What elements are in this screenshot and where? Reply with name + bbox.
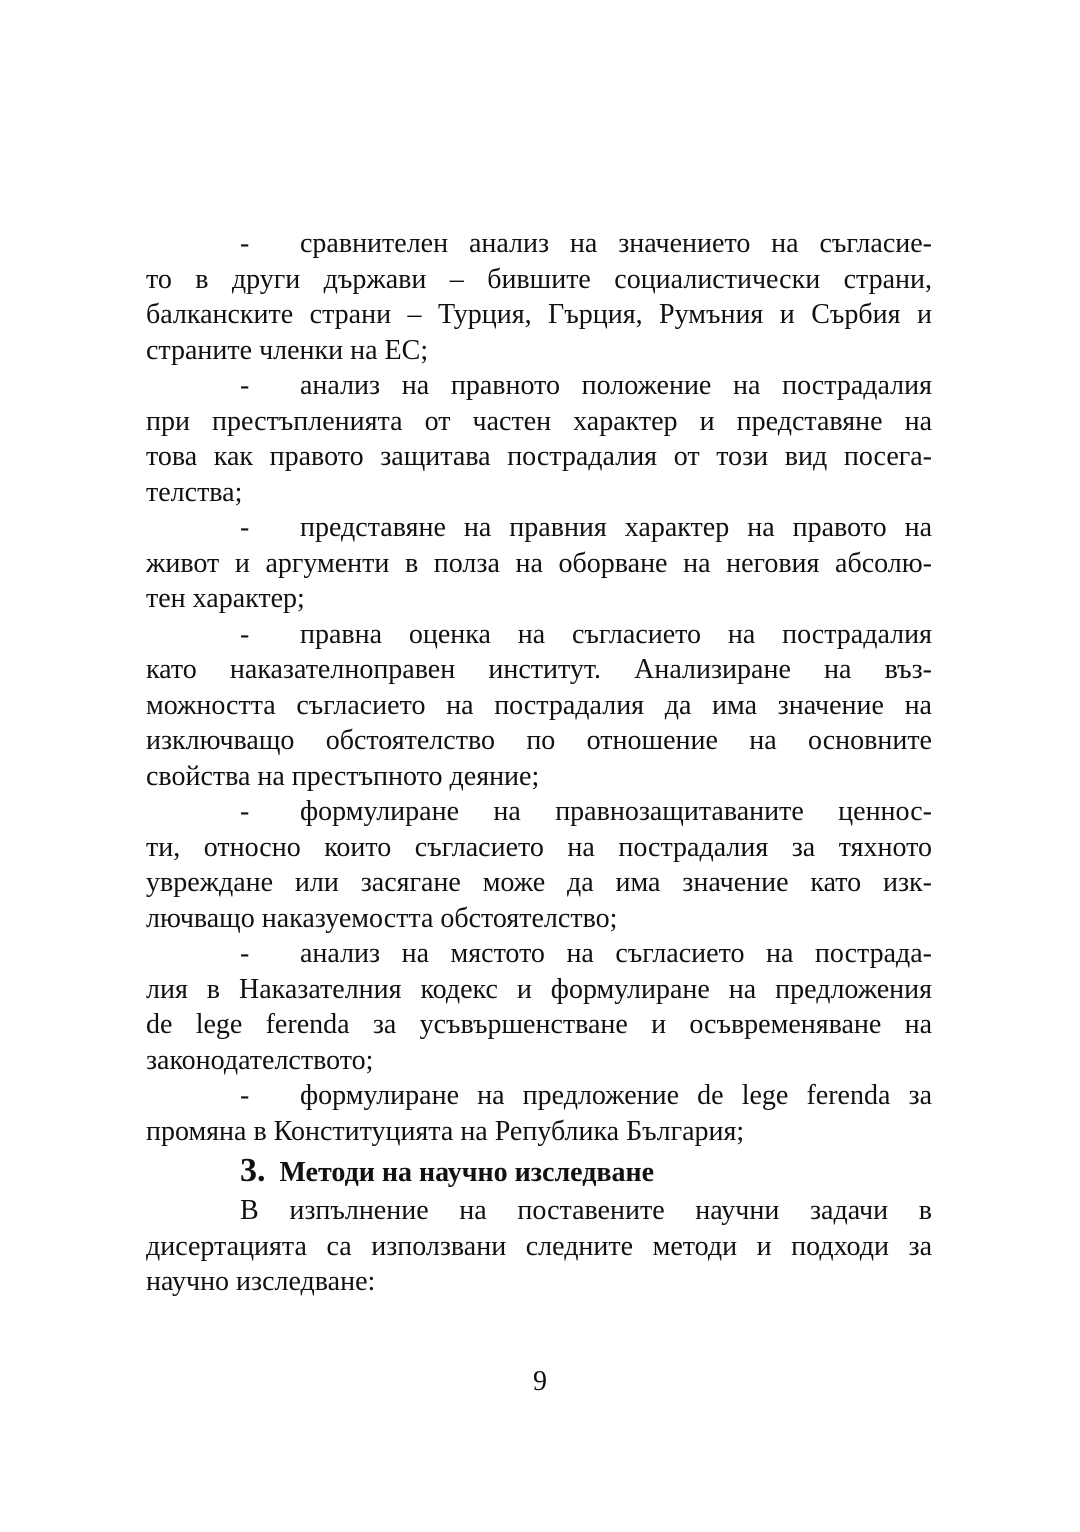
- line-text: дисертацията са използвани следните методи и подходи за: [146, 1230, 932, 1262]
- list-dash: -: [240, 1080, 250, 1111]
- line-text: живот и аргументи в полза на оборване на неговия абсолю-: [146, 547, 932, 579]
- list-item: [146, 226, 932, 368]
- list-item-first-line: [146, 510, 932, 546]
- list-item-first-line: [146, 936, 932, 972]
- line-text: страните членки на ЕС;: [146, 334, 429, 366]
- line-text: балканските страни – Турция, Гърция, Румъния и Сърбия и: [146, 299, 932, 330]
- line-text: увреждане или засягане може да има значение като изк-: [146, 867, 932, 898]
- line-text: то в други държави – бившите социалистически страни,: [146, 263, 932, 295]
- line-text: формулиране на правнозащитаваните ценнос-: [300, 796, 932, 827]
- line-text: телства;: [146, 476, 243, 508]
- list-dash: -: [240, 938, 250, 969]
- line-text: свойства на престъпното деяние;: [146, 760, 540, 792]
- line-text: сравнителен анализ на значението на съгласие-: [300, 228, 932, 259]
- line-text: de lege ferenda за усъвършенстване и осъвременяване на: [146, 1009, 932, 1040]
- list-item: [146, 510, 932, 617]
- list-dash: -: [240, 370, 250, 401]
- line-text: изключващо обстоятелство по отношение на основните: [146, 725, 932, 756]
- list-item: [146, 1078, 932, 1149]
- line-text: научно изследване:: [146, 1266, 376, 1297]
- line-text: лючващо наказуемостта обстоятелство;: [146, 902, 618, 934]
- list-item-first-line: [146, 617, 932, 653]
- section-number: 3.: [240, 1152, 266, 1189]
- list-item: [146, 794, 932, 936]
- list-dash: -: [240, 228, 250, 259]
- list-dash: -: [240, 618, 250, 650]
- line-text: анализ на правното положение на пострадалия: [300, 370, 932, 401]
- line-text: като наказателноправен институт. Анализиране на въз-: [146, 654, 932, 685]
- list-item: [146, 617, 932, 795]
- line-text: промяна в Конституцията на Република България;: [146, 1115, 745, 1147]
- line-text: правна оценка на съгласието на пострадалия: [300, 618, 932, 650]
- section-heading: [146, 1151, 932, 1193]
- line-text: при престъпленията от частен характер и представяне на: [146, 405, 932, 437]
- list-item-first-line: [146, 794, 932, 830]
- line-text: това как правото защитава пострадалия от този вид посега-: [146, 441, 932, 472]
- line-text: В изпълнение на поставените научни задачи в: [240, 1195, 932, 1226]
- line-text: можността съгласието на пострадалия да има значение на: [146, 689, 932, 721]
- document-body: [146, 226, 932, 1300]
- list-dash: -: [240, 512, 250, 543]
- section-title: Методи на научно изследване: [279, 1157, 655, 1188]
- list-dash: -: [240, 796, 250, 827]
- list-item: [146, 936, 932, 1078]
- list-item-first-line: [146, 1078, 932, 1114]
- list-item: [146, 368, 932, 510]
- line-text: лия в Наказателния кодекс и формулиране на предложения: [146, 973, 932, 1005]
- paragraph: [146, 1193, 932, 1300]
- list-item-first-line: [146, 368, 932, 404]
- line-text: представяне на правния характер на правото на: [300, 512, 932, 543]
- line-text: тен характер;: [146, 583, 305, 614]
- line-text: законодателството;: [146, 1044, 374, 1076]
- line-text: формулиране на предложение de lege ferenda за: [300, 1080, 932, 1111]
- page-number: 9: [533, 1366, 547, 1397]
- line-text: ти, относно които съгласието на пострадалия за тяхното: [146, 831, 932, 863]
- line-text: анализ на мястото на съгласието на пострада-: [300, 938, 932, 969]
- list-item-first-line: [146, 226, 932, 262]
